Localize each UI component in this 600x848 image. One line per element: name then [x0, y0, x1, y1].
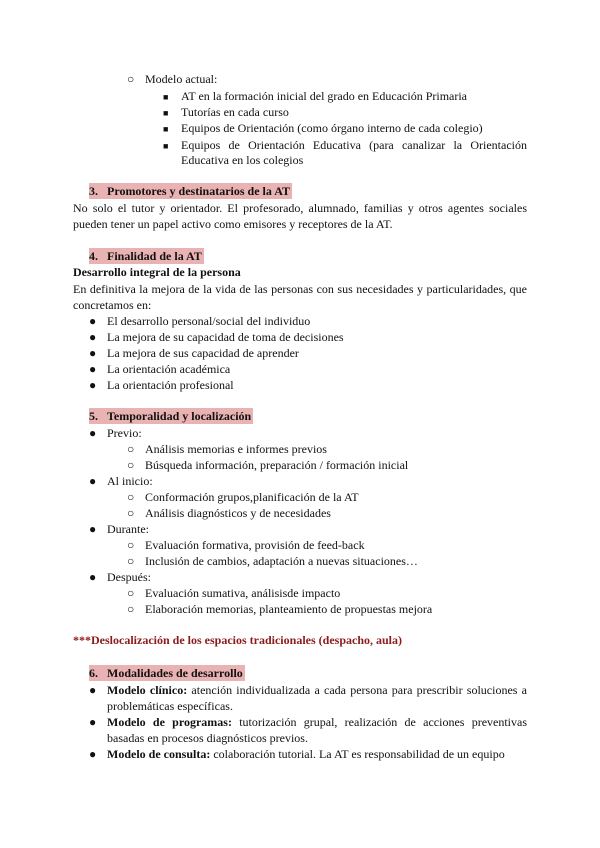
phase-label: Previo: [107, 426, 142, 440]
square-bullet-icon: ■ [163, 124, 169, 134]
phase-item [127, 585, 341, 601]
bullet-icon: ● [89, 570, 97, 584]
phase-item [127, 601, 433, 617]
circle-bullet-icon: ○ [127, 554, 135, 568]
section-number: 5. [89, 409, 98, 423]
bullet-icon: ● [89, 474, 97, 488]
bullet-icon: ● [89, 426, 97, 440]
phase-item-text: Evaluación sumativa, análisisde impacto [145, 586, 341, 600]
circle-bullet-icon: ○ [127, 602, 135, 616]
list-item [89, 377, 234, 393]
section-title: Modalidades de desarrollo [107, 666, 243, 680]
section-title: Temporalidad y localización [107, 409, 252, 423]
section-number: 6. [89, 666, 98, 680]
list-item-text: La orientación profesional [107, 378, 234, 392]
section-title: Promotores y destinatarios de la AT [107, 184, 290, 198]
list-item [89, 345, 299, 361]
phase-item-text: Elaboración memorias, planteamiento de propuestas mejora [145, 602, 433, 616]
modelo-item-text: AT en la formación inicial del grado en Educación Primaria [181, 89, 468, 103]
square-bullet-icon: ■ [163, 92, 169, 102]
phase-label: Después: [107, 570, 151, 584]
section-3-heading [89, 183, 292, 199]
modelo-item-text: Tutorías en cada curso [181, 105, 289, 119]
section-3-para-line1: No solo el tutor y orientador. El profesorado, alumnado, familias y otros agentes sociales [73, 201, 527, 215]
section-4-heading [89, 248, 204, 264]
modelo-item-3 [163, 120, 483, 137]
modelo-programas-line1 [107, 714, 527, 730]
list-item-text: La mejora de su capacidad de toma de decisiones [107, 330, 344, 344]
modelo-item-4-line2: Educativa en los colegios [181, 153, 304, 167]
section-4-para-line2: concretamos en: [73, 298, 152, 312]
phase-item-text: Conformación grupos,planificación de la AT [145, 490, 359, 504]
modelo-clinico-line1 [107, 682, 527, 698]
modelo-item-4 [163, 137, 168, 154]
circle-bullet-icon: ○ [127, 586, 135, 600]
list-item-text: La orientación académica [107, 362, 231, 376]
modelo-consulta-text: colaboración tutorial. La AT es responsabilidad de un equipo [213, 747, 505, 761]
phase-label: Durante: [107, 522, 149, 536]
list-item [89, 361, 231, 377]
phase-item-text: Análisis memorias e informes previos [145, 442, 327, 456]
section-5-heading [89, 408, 253, 424]
section-4-para-line1: En definitiva la mejora de la vida de las personas con sus necesidades y particularidades, que [73, 282, 527, 296]
phase-item-text: Evaluación formativa, provisión de feed-back [145, 538, 365, 552]
phase-item [127, 553, 418, 569]
section-title: Finalidad de la AT [107, 249, 202, 263]
phase-inicio [89, 473, 153, 489]
section-6-heading [89, 665, 245, 681]
list-item-text: La mejora de sus capacidad de aprender [107, 346, 299, 360]
phase-durante [89, 521, 149, 537]
list-item [89, 329, 344, 345]
section-3-para-line2: pueden tener un papel activo como emisores y receptores de la AT. [73, 217, 393, 231]
bullet-icon: ● [89, 330, 97, 344]
phase-item-text: Análisis diagnósticos y de necesidades [145, 506, 331, 520]
phase-item [127, 457, 409, 473]
list-item [89, 313, 311, 329]
section-number: 4. [89, 249, 98, 263]
phase-previo [89, 425, 142, 441]
phase-item [127, 537, 365, 553]
modelo-item-2 [163, 104, 289, 121]
phase-item [127, 489, 359, 505]
bullet-icon: ● [89, 314, 97, 328]
phase-item [127, 441, 327, 457]
modelo-consulta-line1 [107, 746, 505, 762]
phase-item [127, 505, 331, 521]
bullet-icon: ● [89, 683, 97, 697]
bullet-icon: ● [89, 378, 97, 392]
bullet-icon: ● [89, 346, 97, 360]
modelo-clinico-label: Modelo clínico: [107, 683, 188, 697]
circle-bullet-icon: ○ [127, 442, 135, 456]
modelo-clinico-text: atención individualizada a cada persona para prescribir soluciones a [191, 683, 528, 697]
modelo-label: Modelo actual: [145, 72, 218, 86]
bullet-icon: ● [89, 715, 97, 729]
modelo-bullet: ○ [127, 72, 135, 86]
circle-bullet-icon: ○ [127, 506, 135, 520]
modelo-item-1 [163, 88, 468, 105]
circle-bullet-icon: ○ [127, 458, 135, 472]
modelo-item-4-line1: Equipos de Orientación Educativa (para canalizar la Orientación [181, 138, 527, 152]
modelo-programas-line2: basadas en procesos diagnósticos previos. [107, 731, 308, 745]
bullet-icon: ● [89, 747, 97, 761]
square-bullet-icon: ■ [163, 108, 169, 118]
phase-label: Al inicio: [107, 474, 153, 488]
deslocalizacion-note: ***Deslocalización de los espacios tradicionales (despacho, aula) [73, 633, 402, 647]
phase-despues [89, 569, 151, 585]
phase-item-text: Búsqueda información, preparación / formación inicial [145, 458, 409, 472]
phase-item-text: Inclusión de cambios, adaptación a nuevas situaciones… [145, 554, 418, 568]
modelo-clinico-line2: problemáticas específicas. [107, 699, 233, 713]
section-number: 3. [89, 184, 98, 198]
bullet-icon: ● [89, 522, 97, 536]
modelo-programas-label: Modelo de programas: [107, 715, 232, 729]
section-4-subtitle: Desarrollo integral de la persona [73, 265, 241, 279]
modelo-programas-text: tutorización grupal, realización de acciones preventivas [239, 715, 528, 729]
list-item-text: El desarrollo personal/social del individuo [107, 314, 311, 328]
modelo-item-text: Equipos de Orientación (como órgano interno de cada colegio) [181, 121, 483, 135]
circle-bullet-icon: ○ [127, 538, 135, 552]
modelo-consulta-label: Modelo de consulta: [107, 747, 211, 761]
circle-bullet-icon: ○ [127, 490, 135, 504]
bullet-icon: ● [89, 362, 97, 376]
square-bullet-icon: ■ [163, 141, 169, 151]
